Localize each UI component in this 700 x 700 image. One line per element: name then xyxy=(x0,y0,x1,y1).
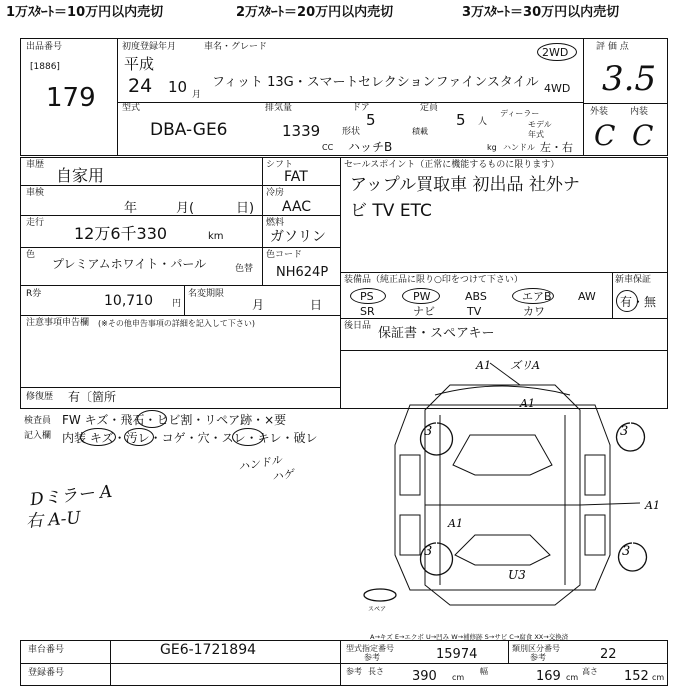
lot-label: 出品番号 xyxy=(26,42,63,52)
header-rule-3: 3万ｽﾀｰﾄ＝30万円以内売切 xyxy=(462,5,620,20)
displacement-label: 排気量 xyxy=(265,103,293,113)
hand-a1-roof: A1 xyxy=(520,397,535,410)
repair-label: 修復歴 xyxy=(26,392,54,402)
mileage-unit: km xyxy=(208,231,224,242)
hand-wear: ハゲ xyxy=(271,467,295,484)
grade-interior-label: 内装 xyxy=(630,107,649,117)
grade-exterior-label: 外装 xyxy=(590,107,609,117)
doors-label: ドア xyxy=(352,103,370,113)
repair-value: 有〔箇所 xyxy=(68,390,117,404)
drive-selected: 2WD xyxy=(542,46,569,59)
car-name: フィット 13G・スマートセレクションファインスタイル xyxy=(212,75,539,90)
warranty-circle xyxy=(616,290,638,312)
reg-no-label: 登録番号 xyxy=(28,668,65,678)
equip-navi: ナビ xyxy=(413,305,435,318)
hand-mirror-2: 右 A-U xyxy=(25,508,82,532)
shape-label: 形状 xyxy=(342,127,361,137)
cooling-label: 冷房 xyxy=(266,188,285,198)
equip-tv: TV xyxy=(467,305,482,318)
notes-sub: (※その他申告事項の詳細を記入して下さい) xyxy=(98,319,255,328)
equip-pw: PW xyxy=(413,290,431,303)
history-value: 自家用 xyxy=(56,166,105,185)
recycle-value: 10,710 xyxy=(104,293,153,309)
cooling-value: AAC xyxy=(282,199,312,215)
grade-score: 3.5 xyxy=(602,59,657,99)
capacity-value: 5 xyxy=(456,111,466,129)
color-code-label: 色コード xyxy=(266,250,303,260)
shape-value: ハッチB xyxy=(348,140,393,154)
chassis-label: 車台番号 xyxy=(28,645,65,655)
dealer-label: ディーラー xyxy=(500,109,540,118)
history-label: 車歴 xyxy=(26,160,45,170)
model-value: DBA-GE6 xyxy=(150,120,228,140)
spec-ref-2: 参考 xyxy=(530,653,546,662)
equip-airbag: エアB xyxy=(522,290,552,303)
fuel-label: 燃料 xyxy=(266,218,285,228)
equip-ps: PS xyxy=(360,290,374,303)
spec-ref-1: 参考 xyxy=(364,653,380,662)
mileage-label: 走行 xyxy=(26,218,45,228)
hand-a1-top-2: ズリA xyxy=(510,359,540,372)
spec-length-unit: cm xyxy=(452,673,465,682)
dealer-year-label: 年式 xyxy=(528,130,544,139)
diagram-legend: A→キズ E→エクボ U→凹み W→補修跡 S→サビ C→腐食 XX→交換済 xyxy=(370,633,569,641)
hand-three-1: 3 xyxy=(424,424,433,439)
drive-other: 4WD xyxy=(544,82,571,95)
equip-leather: カワ xyxy=(523,305,545,318)
remarks-label-1: 検査員 xyxy=(24,416,52,426)
inspection-month: 月( xyxy=(176,201,195,216)
color-label: 色 xyxy=(26,250,36,260)
remarks-line-2: 内装 キズ・汚レ・コゲ・穴・スレ・キレ・破レ xyxy=(62,431,318,445)
equip-aw: AW xyxy=(578,290,596,303)
load-label: 積載 xyxy=(412,127,428,136)
hand-three-4: 3 xyxy=(622,544,631,559)
sales-line-1: アップル買取車 初出品 社外ナ xyxy=(350,175,580,195)
remarks-line-1: FW キズ・飛石・ヒビ割・リペア跡・×要 xyxy=(62,413,287,427)
displacement-unit: CC xyxy=(322,143,334,152)
shift-label: シフト xyxy=(266,160,294,170)
spec-length: 390 xyxy=(412,669,437,684)
spec-ref-3: 参考 xyxy=(346,667,362,676)
registration-era: 平成 xyxy=(124,55,155,73)
spec-width: 169 xyxy=(536,669,561,684)
grade-exterior: C xyxy=(594,119,616,152)
spec-type-label: 型式指定番号 xyxy=(346,644,394,653)
spec-type-value: 15974 xyxy=(436,647,478,662)
displacement-value: 1339 xyxy=(282,122,321,140)
equip-sr: SR xyxy=(360,305,375,318)
lot-number: 179 xyxy=(46,83,96,113)
spec-width-unit: cm xyxy=(566,673,579,682)
doors-value: 5 xyxy=(366,111,376,129)
capacity-label: 定員 xyxy=(420,103,439,113)
sales-label: セールスポイント（正常に機能するものに限ります） xyxy=(344,160,560,170)
registration-month: 10 xyxy=(168,78,188,96)
load-unit: kg xyxy=(487,143,497,152)
lot-code: [1886] xyxy=(30,62,60,72)
sales-line-2: ビ TV ETC xyxy=(350,201,432,221)
spec-class-label: 類別区分番号 xyxy=(512,644,560,653)
grade-label: 評 価 点 xyxy=(596,42,629,52)
fuel-value: ガソリン xyxy=(270,229,326,245)
warranty-value: 有・無 xyxy=(620,295,657,309)
hand-three-2: 3 xyxy=(620,424,629,439)
inspection-day: 日) xyxy=(236,201,255,216)
grade-interior: C xyxy=(632,119,654,152)
recycle-label: R券 xyxy=(26,289,42,299)
color-swatch-label: 色替 xyxy=(235,264,254,274)
mileage-value: 12万6千330 xyxy=(74,224,168,243)
header-rule-1: 1万ｽﾀｰﾄ＝10万円以内売切 xyxy=(6,5,164,20)
name-change-day: 日 xyxy=(310,298,323,312)
car-damage-diagram xyxy=(340,355,680,625)
hand-three-3: 3 xyxy=(424,544,433,559)
hand-mirror: Dミラー A xyxy=(29,481,114,511)
hand-handle: ハンドル xyxy=(237,453,283,474)
dealer-model-label: モデル xyxy=(528,120,552,129)
spec-height: 152 xyxy=(624,669,649,684)
recycle-unit: 円 xyxy=(172,299,182,309)
inspection-year: 年 xyxy=(124,201,138,216)
post-label: 後日品 xyxy=(344,321,372,331)
spare-label: スペア xyxy=(368,606,387,613)
registration-label: 初度登録年月 xyxy=(122,42,177,52)
notes-label: 注意事項申告欄 xyxy=(26,318,90,328)
post-value: 保証書・スペアキー xyxy=(378,326,495,341)
equip-abs: ABS xyxy=(465,290,487,303)
spec-width-label: 幅 xyxy=(480,667,488,676)
shift-value: FAT xyxy=(284,169,308,185)
color-code-value: NH624P xyxy=(276,265,329,280)
hand-u3: U3 xyxy=(508,568,526,582)
spec-height-unit: cm xyxy=(652,673,665,682)
registration-month-unit: 月 xyxy=(192,90,202,100)
registration-year: 24 xyxy=(128,75,153,97)
car-name-label: 車名・グレード xyxy=(204,42,268,52)
equipment-label: 装備品（純正品に限り○印をつけて下さい） xyxy=(344,275,523,285)
remarks-label-2: 記入欄 xyxy=(24,431,52,441)
spec-height-label: 高さ xyxy=(582,667,598,676)
steering-label: ハンドル xyxy=(503,143,535,152)
name-change-month: 月 xyxy=(252,298,265,312)
capacity-unit: 人 xyxy=(478,117,488,127)
inspection-label: 車検 xyxy=(26,188,45,198)
color-value: プレミアムホワイト・パール xyxy=(52,257,207,271)
spec-length-label: 長さ xyxy=(368,667,384,676)
steering-value: 左・右 xyxy=(540,141,573,154)
hand-a1-right: A1 xyxy=(645,499,660,512)
chassis-value: GE6-1721894 xyxy=(160,642,257,658)
model-label: 型式 xyxy=(122,103,141,113)
warranty-label: 新車保証 xyxy=(615,275,652,285)
name-change-label: 名変期限 xyxy=(188,289,225,299)
spec-class-value: 22 xyxy=(600,647,617,662)
hand-a1-top: A1 xyxy=(476,359,491,372)
hand-a1-side: A1 xyxy=(448,517,463,530)
header-rule-2: 2万ｽﾀｰﾄ＝20万円以内売切 xyxy=(236,5,394,20)
